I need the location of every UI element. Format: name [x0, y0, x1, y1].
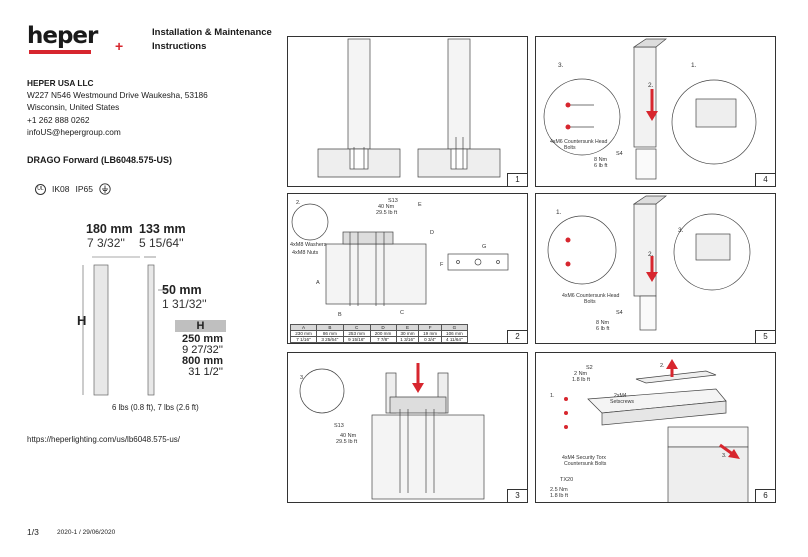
step-label: 2. [660, 363, 665, 369]
ip-rating: IP65 [75, 184, 93, 194]
bolts-label-2: Bolts [564, 145, 576, 151]
step-label: 1. [556, 209, 562, 216]
height-option-in: 9 27/32'' [182, 344, 223, 356]
height-option-mm: 800 mm [182, 355, 223, 367]
dimension-table [290, 324, 468, 343]
product-name: DRAGO Forward (LB6048.575-US) [27, 155, 173, 165]
step-panel-3 [287, 352, 528, 503]
dim-letter: A [316, 280, 320, 286]
setscrews-label: 2xM4 [614, 393, 627, 399]
table-cell: 200 mm [370, 331, 396, 337]
table-cell: 86 mm [317, 331, 344, 337]
thickness-mm: 50 mm [162, 283, 202, 297]
table-cell: 230 mm [291, 331, 317, 337]
table-cell: 7 1/16'' [291, 337, 317, 343]
step-3-illustration [288, 353, 528, 503]
table-header-cell: A [291, 325, 317, 331]
torque-lb: 6 lb ft [594, 163, 608, 169]
tool-label: S4 [616, 151, 623, 157]
step-number: 1 [507, 173, 527, 186]
step-6-illustration [536, 353, 776, 503]
step-label: 3. [558, 62, 564, 69]
torque-lb: 29.5 lb ft [376, 210, 398, 216]
bolts-label-2: Bolts [584, 299, 596, 305]
table-cell: 30 mm [396, 331, 419, 337]
dim-letter: C [400, 310, 404, 316]
table-cell: 106 mm [441, 331, 467, 337]
step-label: 3. [300, 375, 305, 381]
step-label: 2. [648, 251, 654, 258]
company-email[interactable]: infoUS@hepergroup.com [27, 126, 121, 137]
bolts-label: 4xM6 Countersunk Head [562, 293, 620, 299]
step-number: 2 [507, 330, 527, 343]
dim-letter: F [440, 262, 444, 268]
step-label: 1. [550, 393, 555, 399]
logo-underline [29, 50, 91, 54]
step-number: 4 [755, 173, 775, 186]
document-title-line: Installation & Maintenance [152, 27, 272, 38]
height-table-header: H [175, 320, 226, 332]
step-label: 3. [722, 453, 727, 459]
torque-nm: 8 Nm [596, 320, 610, 326]
step-2-illustration [288, 194, 528, 344]
step-1-illustration [288, 37, 528, 187]
ul-icon: UL [35, 184, 46, 195]
depth-mm: 133 mm [139, 222, 186, 236]
page-number: 1/3 [27, 527, 39, 537]
height-option-in: 31 1/2'' [188, 366, 223, 378]
company-address: W227 N546 Westmound Drive Waukesha, 53186 [27, 90, 208, 101]
step-label: 1. [691, 62, 697, 69]
nuts-label: 4xM8 Nuts [292, 250, 319, 256]
step-panel-4 [535, 36, 776, 187]
washers-label: 4xM8 Washers [290, 242, 327, 248]
table-header-cell: F [419, 325, 441, 331]
luminaire-side-view [148, 265, 154, 395]
torx-label-2: Countersunk Bolts [564, 461, 607, 467]
ik-rating: IK08 [52, 184, 70, 194]
tool-label: S13 [388, 198, 398, 204]
torque-lb: 1.8 lb ft [550, 493, 569, 499]
table-header-cell: E [396, 325, 419, 331]
tool-label: TX20 [560, 477, 574, 483]
table-cell: 3 25/64'' [317, 337, 344, 343]
dim-letter: D [430, 230, 434, 236]
step-label: 3. [678, 227, 684, 234]
step-4-illustration [536, 37, 776, 187]
setscrews-label-2: Setscrews [610, 399, 634, 405]
company-name: HEPER USA LLC [27, 78, 94, 88]
step-5-illustration [536, 194, 776, 344]
table-header-cell: B [317, 325, 344, 331]
torque-nm: 40 Nm [378, 204, 395, 210]
table-header-cell: C [343, 325, 370, 331]
table-cell: 19 mm [419, 331, 441, 337]
tool-label: S13 [334, 423, 344, 429]
heper-logo [27, 23, 124, 54]
step-number: 5 [755, 330, 775, 343]
height-table [175, 320, 226, 378]
table-cell: 0 3/4'' [419, 337, 441, 343]
step-label: 2. [648, 82, 654, 89]
table-cell: 9 15/16'' [343, 337, 370, 343]
weight-info: 6 lbs (0.8 ft), 7 lbs (2.6 ft) [112, 403, 199, 412]
bolts-label: 4xM6 Countersunk Head [550, 139, 608, 145]
table-cell: 1 3/16'' [396, 337, 419, 343]
torque-lb: 1.8 lb ft [572, 377, 591, 383]
height-option-mm: 250 mm [182, 333, 223, 345]
torque-lb: 6 lb ft [596, 326, 610, 332]
company-address: Wisconsin, United States [27, 102, 120, 113]
dim-letter: E [418, 202, 422, 208]
document-title [152, 26, 292, 54]
table-header-cell: D [370, 325, 396, 331]
torx-label: 4xM4 Security Torx [562, 455, 607, 461]
step-panel-1 [287, 36, 528, 187]
certifications [35, 183, 111, 195]
torque-nm: 2 Nm [574, 371, 588, 377]
document-title-line: Instructions [152, 41, 207, 52]
revision-date: 2020-1 / 29/06/2020 [57, 529, 116, 536]
step-label: 2. [296, 200, 301, 206]
thickness-in: 1 31/32'' [162, 297, 207, 311]
table-cell: 7 7/8'' [370, 337, 396, 343]
height-label: H [77, 313, 87, 328]
logo-plus-icon: + [115, 38, 124, 54]
step-panel-6 [535, 352, 776, 503]
table-header-cell: G [441, 325, 467, 331]
width-in: 7 3/32'' [87, 236, 125, 250]
tool-label: S2 [586, 365, 593, 371]
step-number: 3 [507, 489, 527, 502]
luminaire-dimension-drawing [80, 250, 170, 410]
ground-icon [99, 183, 111, 195]
step-panel-2 [287, 193, 528, 344]
torque-nm: 8 Nm [594, 157, 608, 163]
logo-wordmark: heper [27, 23, 98, 49]
depth-in: 5 15/64'' [139, 236, 184, 250]
product-url[interactable]: https://heperlighting.com/us/lb6048.575-us/ [27, 435, 180, 444]
table-cell: 4 11/64'' [441, 337, 467, 343]
tool-label: S4 [616, 310, 623, 316]
step-panel-5 [535, 193, 776, 344]
company-info [27, 77, 208, 138]
dim-letter: B [338, 312, 342, 318]
torque-nm: 40 Nm [340, 433, 357, 439]
dim-letter: G [482, 244, 487, 250]
step-number: 6 [755, 489, 775, 502]
company-phone: +1 262 888 0262 [27, 114, 90, 125]
torque-nm: 2.5 Nm [550, 487, 568, 493]
table-cell: 253 mm [343, 331, 370, 337]
table-row [291, 337, 468, 343]
luminaire-front-view [94, 265, 108, 395]
width-mm: 180 mm [86, 222, 133, 236]
torque-lb: 29.5 lb ft [336, 439, 358, 445]
